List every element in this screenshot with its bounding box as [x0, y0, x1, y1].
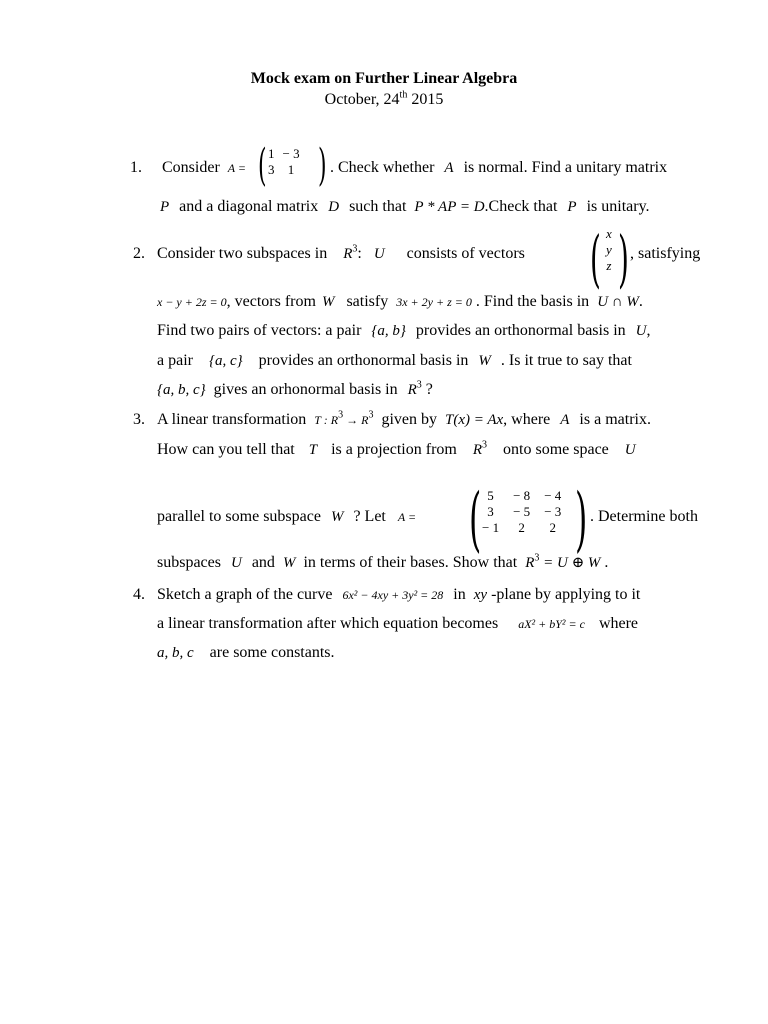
q4-number: 4. — [133, 586, 145, 603]
q4-line-1: Sketch a graph of the curve 6x² − 4xy + 3y² = 28 in xy -plane by applying to it — [157, 586, 641, 603]
q1-line-2: P and a diagonal matrix D such that P * AP = D.Check that P is unitary. — [160, 198, 650, 215]
q2-line-5: {a, b, c} gives an orhonormal basis in $R^3$ ? — [157, 379, 433, 398]
q3-number: 3. — [133, 411, 145, 428]
q3-matrix-left-paren: ( — [469, 478, 482, 560]
q3-line-3b: . Determine both — [590, 508, 698, 525]
q3-matrix-right-paren: ) — [575, 478, 588, 560]
q3-line-2: How can you tell that T is a projection from $R^3$ onto some space U — [157, 439, 636, 458]
q1-line-1: Consider A = — [162, 159, 246, 176]
q3-line-1: A linear transformation T : $R^3 \to R^3$ given by T(x) = Ax, where A is a matrix. — [157, 409, 651, 428]
q2-line-3: Find two pairs of vectors: a pair {a, b} provides an orthonormal basis in U, — [157, 322, 651, 339]
q1-matrix: 1 − 3 3 1 — [268, 146, 300, 177]
page-title: Mock exam on Further Linear Algebra — [250, 70, 518, 87]
q1-matrix-right-paren: ) — [318, 140, 327, 191]
q2-vector-left-paren: ( — [590, 222, 601, 295]
q2-vector-right-paren: ) — [618, 222, 629, 295]
q2-line-1b: , satisfying — [630, 245, 701, 262]
q2-line-4: a pair {a, c} provides an orthonormal basis in W . Is it true to say that — [157, 352, 632, 369]
q4-line-3: a, b, c are some constants. — [157, 644, 335, 661]
q4-line-2: a linear transformation after which equation becomes aX² + bY² = c where — [157, 615, 639, 632]
q2-line-2: x − y + 2z = 0, vectors from W satisfy 3x + 2y + z = 0 . Find the basis in U ∩ W. — [157, 293, 643, 310]
q1-number: 1. — [130, 159, 142, 176]
q2-vector: x y z — [606, 226, 612, 273]
q1-matrix-left-paren: ( — [258, 140, 267, 191]
q3-line-3: parallel to some subspace W ? Let A = — [157, 508, 417, 525]
exam-date: October, 24th 2015 — [324, 89, 444, 108]
q2-line-1: Consider two subspaces in $R^3$: U consists of vectors — [157, 243, 525, 262]
q3-line-4: subspaces U and W in terms of their bases. Show that $R^3 = U$ ⊕ W . — [157, 552, 609, 571]
q1-line-1b: . Check whether A is normal. Find a unitary matrix — [330, 159, 668, 176]
q2-number: 2. — [133, 245, 145, 262]
q3-matrix: 5 − 8 − 4 3 − 5 − 3 − 1 2 2 — [482, 488, 562, 535]
